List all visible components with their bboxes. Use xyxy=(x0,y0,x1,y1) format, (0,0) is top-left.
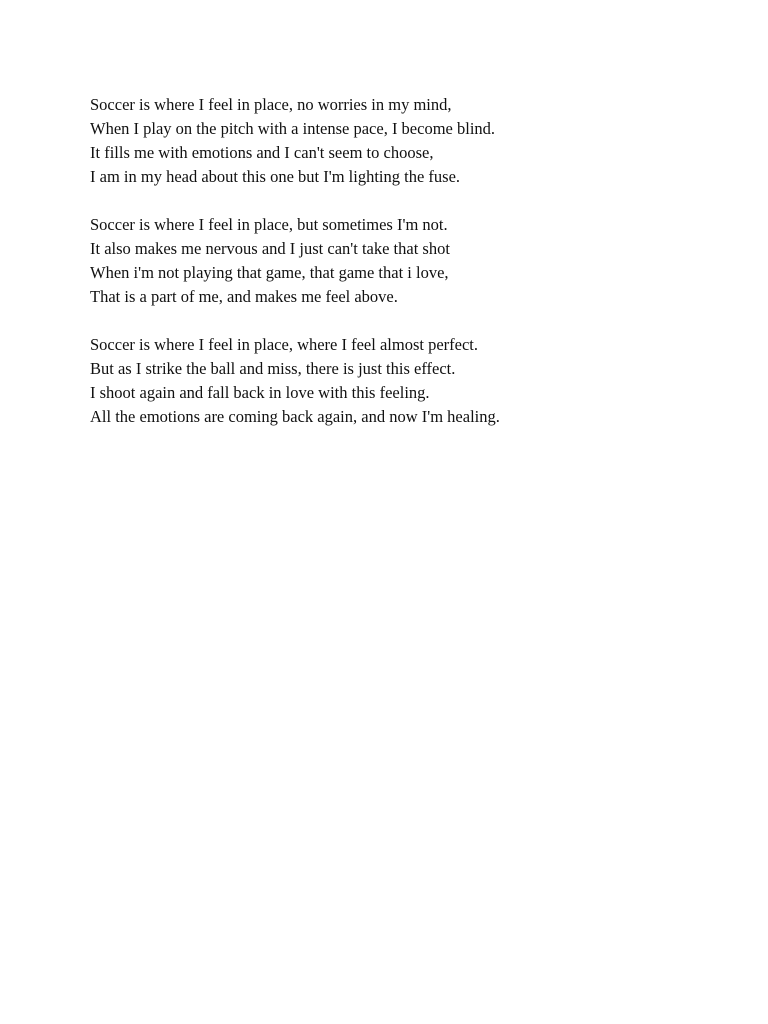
poem-line: It also makes me nervous and I just can't take that shot xyxy=(90,239,450,258)
poem-line: But as I strike the ball and miss, there is just this effect. xyxy=(90,359,456,378)
stanza-2 xyxy=(90,213,730,309)
poem-line: When I play on the pitch with a intense pace, I become blind. xyxy=(90,119,496,138)
poem-line: When i'm not playing that game, that game that i love, xyxy=(90,263,449,282)
poem-line: Soccer is where I feel in place, no worries in my mind, xyxy=(90,95,452,114)
stanza-3 xyxy=(90,333,730,429)
poem-line: I shoot again and fall back in love with this feeling. xyxy=(90,383,430,402)
poem-body xyxy=(90,93,730,453)
poem-line: Soccer is where I feel in place, but sometimes I'm not. xyxy=(90,215,448,234)
poem-line: I am in my head about this one but I'm lighting the fuse. xyxy=(90,167,461,186)
poem-line: That is a part of me, and makes me feel above. xyxy=(90,287,398,306)
poem-line: Soccer is where I feel in place, where I feel almost perfect. xyxy=(90,335,479,354)
poem-line: It fills me with emotions and I can't seem to choose, xyxy=(90,143,434,162)
stanza-1 xyxy=(90,93,730,189)
poem-line: All the emotions are coming back again, and now I'm healing. xyxy=(90,407,500,426)
